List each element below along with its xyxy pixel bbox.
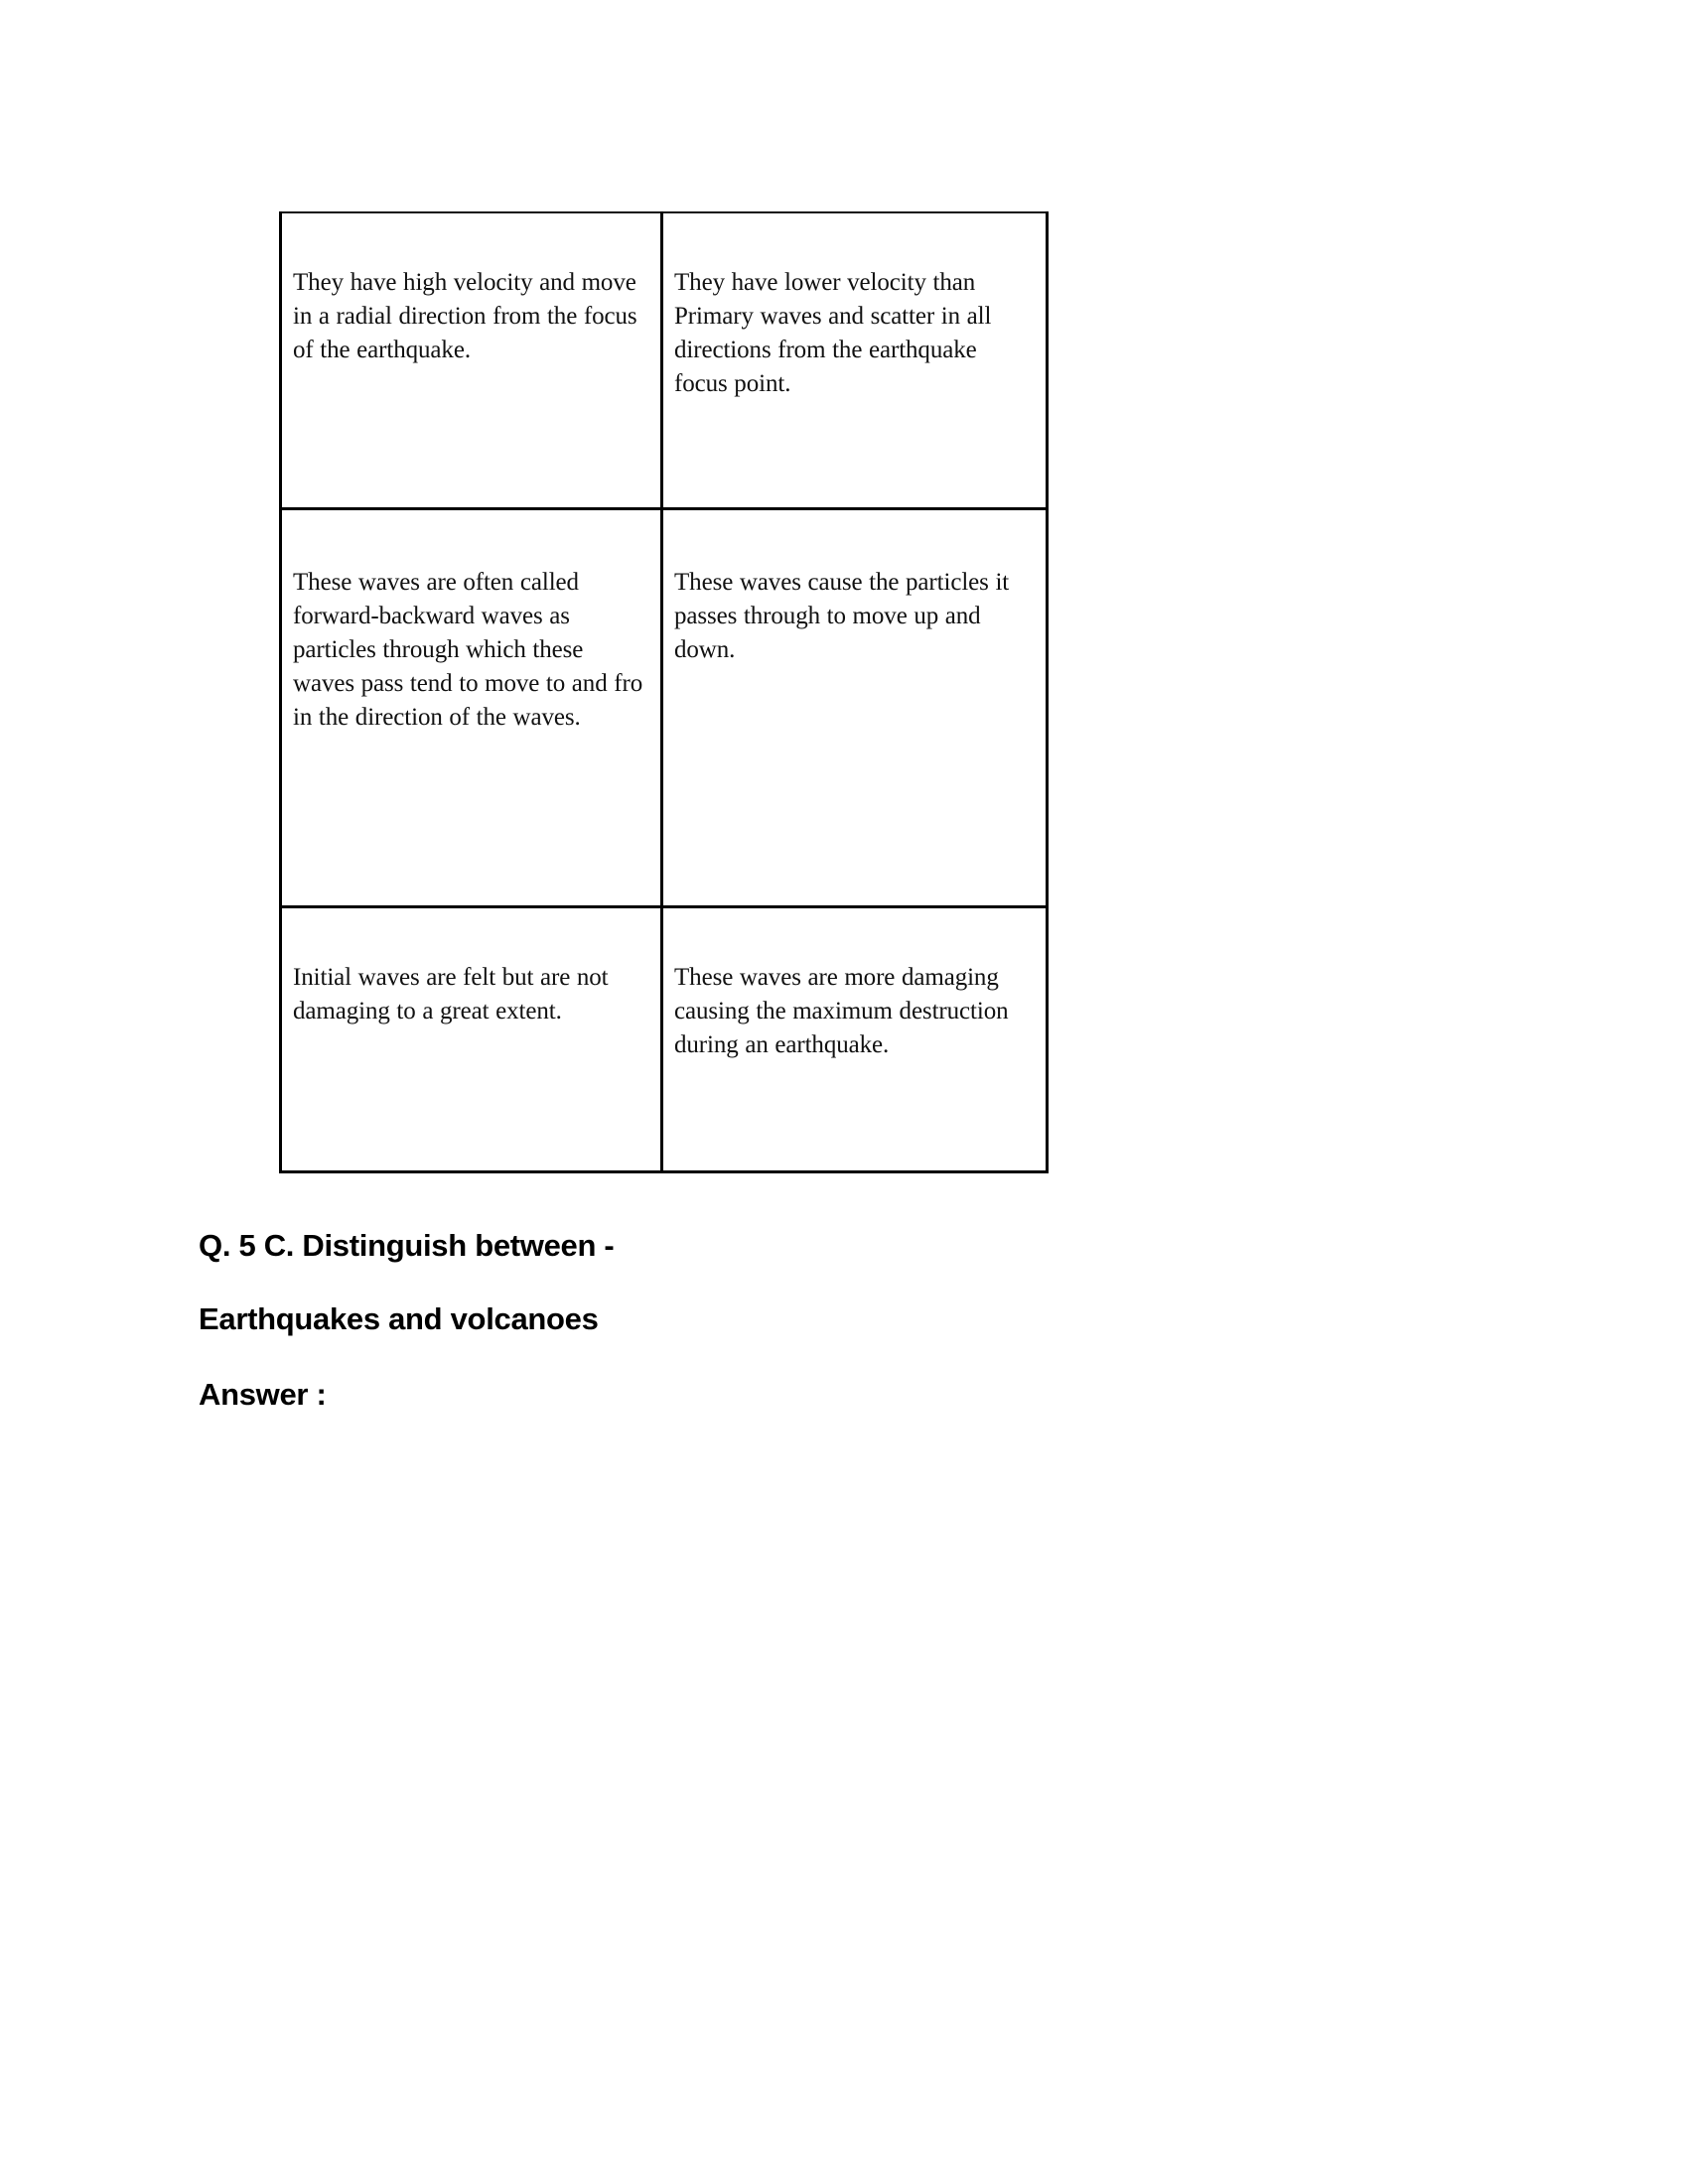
topic-heading: Earthquakes and volcanoes [199,1301,599,1336]
answer-label: Answer : [199,1377,327,1412]
table-cell-left [281,212,662,509]
table-row [281,907,1048,1172]
table-cell-text: These waves cause the particles it passes through to move up and down. [674,569,1010,663]
table-row [281,212,1048,509]
table-cell-text: They have lower velocity than Primary waves and scatter in all directions from the earthquake focus point. [674,269,992,397]
table-cell-left [281,509,662,907]
question-heading: Q. 5 C. Distinguish between - [199,1228,615,1263]
comparison-table [279,211,1049,1173]
table-row [281,509,1048,907]
table-cell-right [662,212,1048,509]
table-cell-text: These waves are more damaging causing the maximum destruction during an earthquake. [674,964,1009,1058]
table-cell-left [281,907,662,1172]
table-cell-right [662,509,1048,907]
table-cell-text: They have high velocity and move in a radial direction from the focus of the earthquake. [293,269,637,363]
table-cell-text: Initial waves are felt but are not damaging to a great extent. [293,964,609,1024]
table-cell-right [662,907,1048,1172]
table-cell-text: These waves are often called forward-backward waves as particles through which these waves pass tend to move to and fro in the direction of the waves. [293,569,643,731]
